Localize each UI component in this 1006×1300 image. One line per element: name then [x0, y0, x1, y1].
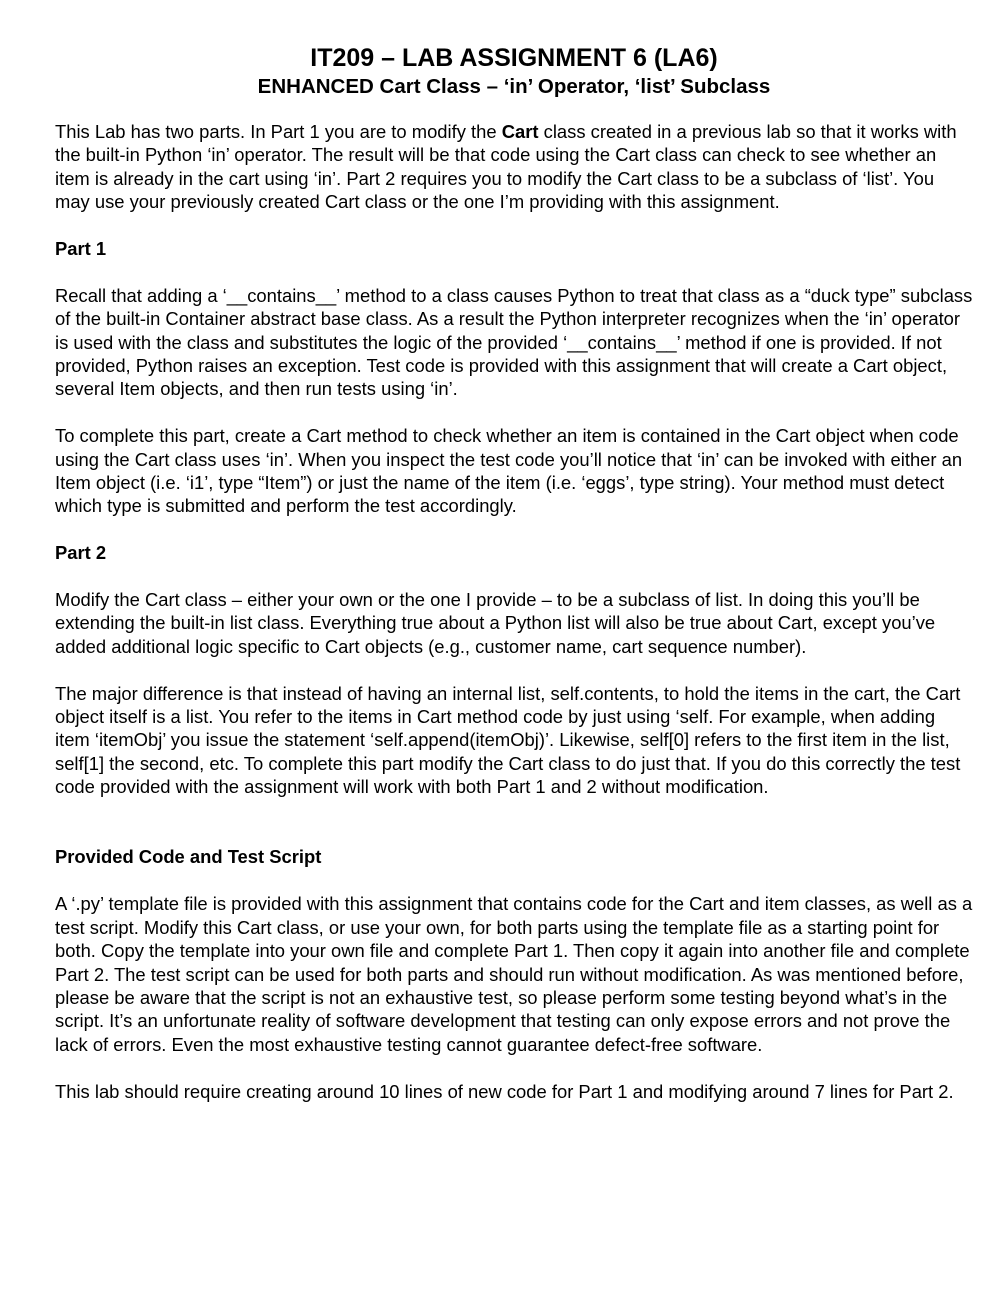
- provided-code-paragraph-2: This lab should require creating around 10 lines of new code for Part 1 and modifying around 7 lines for Part 2.: [55, 1080, 954, 1102]
- intro-text-end: class created in a previous lab so that it works with the built-in Python ‘in’ operator. The result will be that code using the Cart class can check to see whether an item is already in the cart using ‘in’. Part 2 requires you to modify the Cart class to be a subclass of ‘list’. You may use your previously created Cart class or the one I’m providing with this assignment.: [55, 121, 957, 213]
- document-title: IT209 – LAB ASSIGNMENT 6 (LA6): [310, 44, 718, 72]
- provided-code-paragraph-1: A ‘.py’ template file is provided with this assignment that contains code for the Cart and item classes, as well as a test script. Modify this Cart class, or use your own, for both parts using the template file as a starting point for both. Copy the template into your own file and complete Part 1. Then copy it again into another file and complete Part 2. The test script can be used for both parts and should run without modification. As was mentioned before, please be aware that the script is not an exhaustive test, so please perform some testing beyond what’s in the script. It’s an unfortunate reality of software development that testing can only expose errors and not prove the lack of errors. Even the most exhaustive testing cannot guarantee defect-free software.: [55, 893, 973, 1055]
- intro-bold-cart: Cart: [501, 121, 539, 142]
- provided-code-heading: Provided Code and Test Script: [55, 846, 322, 868]
- intro-paragraph: [55, 120, 973, 214]
- part2-paragraph-1: Modify the Cart class – either your own or the one I provide – to be a subclass of list. In doing this you’ll be extending the built-in list class. Everything true about a Python list will also be true about Cart, except you’ve added additional logic specific to Cart objects (e.g., customer name, cart sequence number).: [55, 589, 936, 657]
- document-subtitle: ENHANCED Cart Class – ‘in’ Operator, ‘list’ Subclass: [257, 75, 771, 98]
- part1-paragraph-1: Recall that adding a ‘__contains__’ method to a class causes Python to treat that class as a “duck type” subclass of the built-in Container abstract base class. As a result the Python interpreter recognizes when the ‘in’ operator is used with the class and substitutes the logic of the provided ‘__contains__’ method if one is provided. If not provided, Python raises an exception. Test code is provided with this assignment that will create a Cart object, several Item objects, and then run tests using ‘in’.: [55, 284, 973, 400]
- part1-paragraph-2: To complete this part, create a Cart method to check whether an item is contained in the Cart object when code using the Cart class uses ‘in’. When you inspect the test code you’ll notice that ‘in’ can be invoked with either an Item object (i.e. ‘i1’, type “Item”) or just the name of the item (i.e. ‘eggs’, type string). Your method must detect which type is submitted and perform the test accordingly.: [55, 425, 963, 517]
- part1-heading: Part 1: [55, 238, 107, 260]
- part2-heading: Part 2: [55, 542, 107, 564]
- part2-paragraph-2: The major difference is that instead of having an internal list, self.contents, to hold the items in the cart, the Cart object itself is a list. You refer to the items in Cart method code by just using ‘self. For example, when adding item ‘itemObj’ you issue the statement ‘self.append(itemObj)’. Likewise, self[0] refers to the first item in the list, self[1] the second, etc. To complete this part modify the Cart class to do just that. If you do this correctly the test code provided with the assignment will work with both Part 1 and 2 without modification.: [55, 682, 961, 798]
- document-page: [55, 44, 973, 1103]
- intro-text-start: This Lab has two parts. In Part 1 you are to modify the: [55, 121, 502, 142]
